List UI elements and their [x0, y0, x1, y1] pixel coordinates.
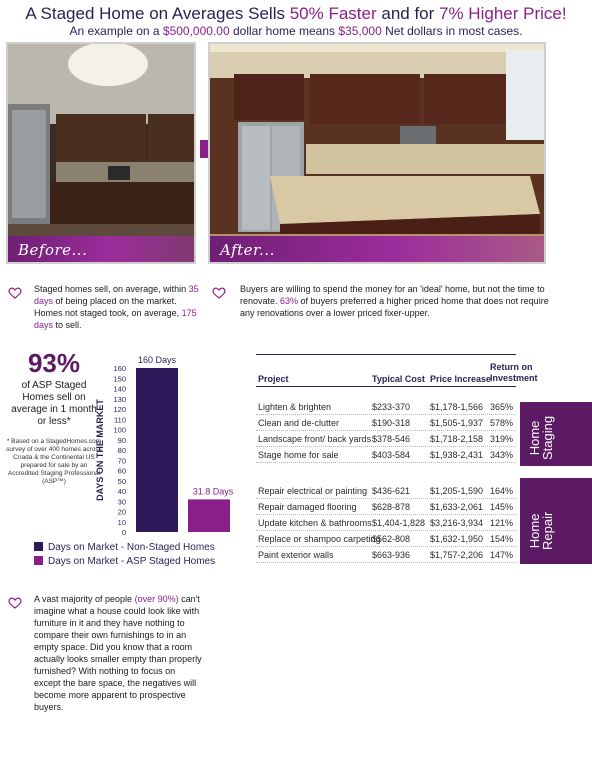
blurb-text: A vast majority of people — [34, 594, 135, 604]
cell-increase: $1,633-2,061 — [430, 502, 484, 512]
y-tick-label: 140 — [113, 384, 126, 394]
before-photo — [6, 42, 196, 264]
col-header-cost: Typical Cost — [372, 374, 425, 384]
blurb-text: can't imagine what a house could look like with furniture in it and they have nothing to compare their own furnishings to in an empty space. Did you know that a room actually looks smaller empty than properly furnished? With nothing to focus on except the bare space, the negatives will become more apparent to prospective buyers. — [34, 594, 202, 712]
cell-project: Repair damaged flooring — [258, 502, 357, 512]
y-tick-label: 110 — [114, 415, 126, 425]
subheadline-text-1: An example on a — [69, 24, 163, 38]
col-header-increase: Price Increase — [430, 374, 492, 384]
y-tick-label: 130 — [113, 394, 126, 404]
cell-project: Repair electrical or painting — [258, 486, 368, 496]
majority-blurb — [34, 593, 204, 713]
cell-roi: 154% — [490, 534, 514, 544]
blurb-text: Staged homes sell, on average, within — [34, 284, 189, 294]
table-row — [256, 500, 516, 515]
blurb-highlight: 35 days — [34, 284, 199, 306]
bar-data-label: 31.8 Days — [192, 486, 234, 497]
home-staging-tab — [520, 402, 592, 466]
y-tick-label: 100 — [113, 425, 126, 435]
legend-swatch — [34, 556, 43, 565]
before-caption: Before... — [18, 241, 88, 259]
cell-cost: $233-370 — [372, 402, 411, 412]
col-header-roi-line2: Investment — [490, 373, 538, 383]
after-caption: After... — [220, 241, 275, 259]
heart-icon — [212, 286, 226, 300]
y-tick-label: 60 — [117, 466, 126, 476]
stat-footnote: * Based on a StagedHomes.com survey of over 400 homes across Cnada & the Continental US prepared for sale by an Accredited Staging Professional (ASP™) — [6, 438, 102, 485]
cell-increase: $1,938-2,431 — [430, 450, 484, 460]
cell-cost: $436-621 — [372, 486, 411, 496]
after-photo — [208, 42, 546, 264]
cell-project: Landscape front/ back yards — [258, 434, 372, 444]
cell-increase: $1,505-1,937 — [430, 418, 484, 428]
tab-line: Home — [527, 513, 542, 549]
cell-roi: 343% — [490, 450, 514, 460]
y-tick-label: 80 — [117, 446, 126, 455]
cell-project: Clean and de-clutter — [258, 418, 340, 428]
cell-cost: $190-318 — [372, 418, 411, 428]
staged-days-blurb — [34, 283, 202, 331]
cell-roi: 147% — [490, 550, 514, 560]
before-kitchen-image — [8, 44, 196, 264]
cell-project: Update kitchen & bathrooms — [258, 518, 372, 528]
y-tick-label: 70 — [117, 456, 126, 466]
home-repair-tab — [520, 478, 592, 564]
cell-increase: $3,216-3,934 — [430, 518, 484, 528]
cell-increase: $1,718-2,158 — [430, 434, 484, 444]
bar-non-staged — [136, 368, 178, 532]
y-tick-label: 50 — [117, 476, 126, 486]
cell-cost: $628-878 — [372, 502, 411, 512]
col-header-roi-line1: Return on — [490, 362, 533, 372]
table-row — [256, 448, 516, 463]
heart-icon — [8, 596, 22, 610]
cell-increase: $1,757-2,206 — [430, 550, 484, 560]
subheadline — [0, 24, 592, 39]
headline — [0, 4, 592, 24]
blurb-text: of being placed on the market. Homes not staged took, on average, — [34, 296, 182, 318]
cell-roi: 121% — [490, 518, 514, 528]
blurb-highlight: (over 90%) — [134, 594, 179, 604]
blurb-text: to sell. — [53, 320, 82, 330]
headline-highlight-price: 7% Higher Price! — [439, 4, 567, 23]
table-row — [256, 484, 516, 499]
cell-roi: 578% — [490, 418, 514, 428]
y-axis-label: DAYS ON THE MARKET — [95, 399, 105, 501]
table-row — [256, 432, 516, 447]
tab-line: Staging — [540, 415, 555, 460]
cell-project: Lighten & brighten — [258, 402, 332, 412]
blurb-text: Buyers are willing to spend the money for an 'ideal' home, but not the time to renovate. — [240, 284, 545, 306]
stat-value: 93% — [27, 348, 81, 378]
blurb-highlight: 63% — [280, 296, 299, 306]
table-row — [256, 548, 516, 563]
cell-roi: 319% — [490, 434, 514, 444]
table-row — [256, 516, 516, 531]
y-tick-label: 120 — [113, 405, 126, 414]
legend-label: Days on Market - ASP Staged Homes — [48, 556, 216, 567]
cell-increase: $1,205-1,590 — [430, 486, 484, 496]
cell-cost: $378-546 — [372, 434, 411, 444]
cell-increase: $1,178-1,566 — [430, 402, 484, 412]
table-row — [256, 416, 516, 431]
cell-cost: $663-936 — [372, 550, 411, 560]
headline-text-1: A Staged Home on Averages Sells — [25, 4, 290, 23]
subheadline-text-2: dollar home means — [229, 24, 339, 38]
bar-data-label: 160 Days — [137, 355, 177, 365]
cell-cost: $562-808 — [372, 534, 411, 544]
tab-line: Home — [527, 420, 542, 456]
bar-staged — [188, 499, 230, 532]
y-tick-label: 160 — [113, 364, 126, 373]
blurb-highlight: 175 days — [34, 308, 197, 330]
home-staging-label — [528, 416, 554, 460]
tab-line: Repair — [540, 511, 555, 550]
cell-cost: $1,404-1,828 — [372, 518, 426, 528]
y-tick-label: 40 — [117, 487, 126, 496]
legend-label: Days on Market - Non-Staged Homes — [48, 542, 215, 553]
headline-text-2: and for — [376, 4, 440, 23]
legend-item-non-staged — [34, 542, 215, 553]
cell-cost: $403-584 — [372, 450, 411, 460]
cell-roi: 365% — [490, 402, 514, 412]
cell-roi: 164% — [490, 486, 514, 496]
blurb-text: of buyers preferred a higher priced home that does not require any renovations over a lower priced fixer-upper. — [240, 296, 549, 318]
y-tick-label: 90 — [117, 435, 126, 445]
subheadline-highlight-price: $500,000.00 — [162, 24, 230, 38]
y-tick-label: 30 — [117, 497, 126, 507]
y-tick-label: 20 — [117, 507, 126, 517]
cell-roi: 145% — [490, 502, 514, 512]
cell-project: Replace or shampoo carpeting — [258, 534, 381, 544]
buyers-blurb — [240, 283, 558, 319]
after-kitchen-image — [210, 44, 546, 264]
table-row — [256, 532, 516, 547]
col-header-project: Project — [258, 374, 289, 384]
days-on-market-chart — [94, 346, 244, 536]
cell-project: Paint exterior walls — [258, 550, 334, 560]
table-row — [256, 400, 516, 415]
cell-project: Stage home for sale — [258, 450, 339, 460]
cell-increase: $1,632-1,950 — [430, 534, 484, 544]
heart-icon — [8, 286, 22, 300]
y-tick-label: 150 — [113, 374, 126, 384]
stat-text: of ASP Staged Homes sell on average in 1 month or less* — [11, 380, 97, 427]
home-repair-label — [528, 512, 554, 550]
table-top-rule — [256, 354, 516, 355]
legend-item-staged — [34, 556, 215, 567]
table-header-rule — [256, 386, 516, 387]
subheadline-text-3: Net dollars in most cases. — [381, 24, 523, 38]
headline-highlight-faster: 50% Faster — [289, 4, 377, 23]
y-tick-label: 0 — [121, 528, 126, 536]
legend-swatch — [34, 542, 43, 551]
y-tick-label: 10 — [117, 517, 126, 527]
subheadline-highlight-net: $35,000 — [338, 24, 382, 38]
